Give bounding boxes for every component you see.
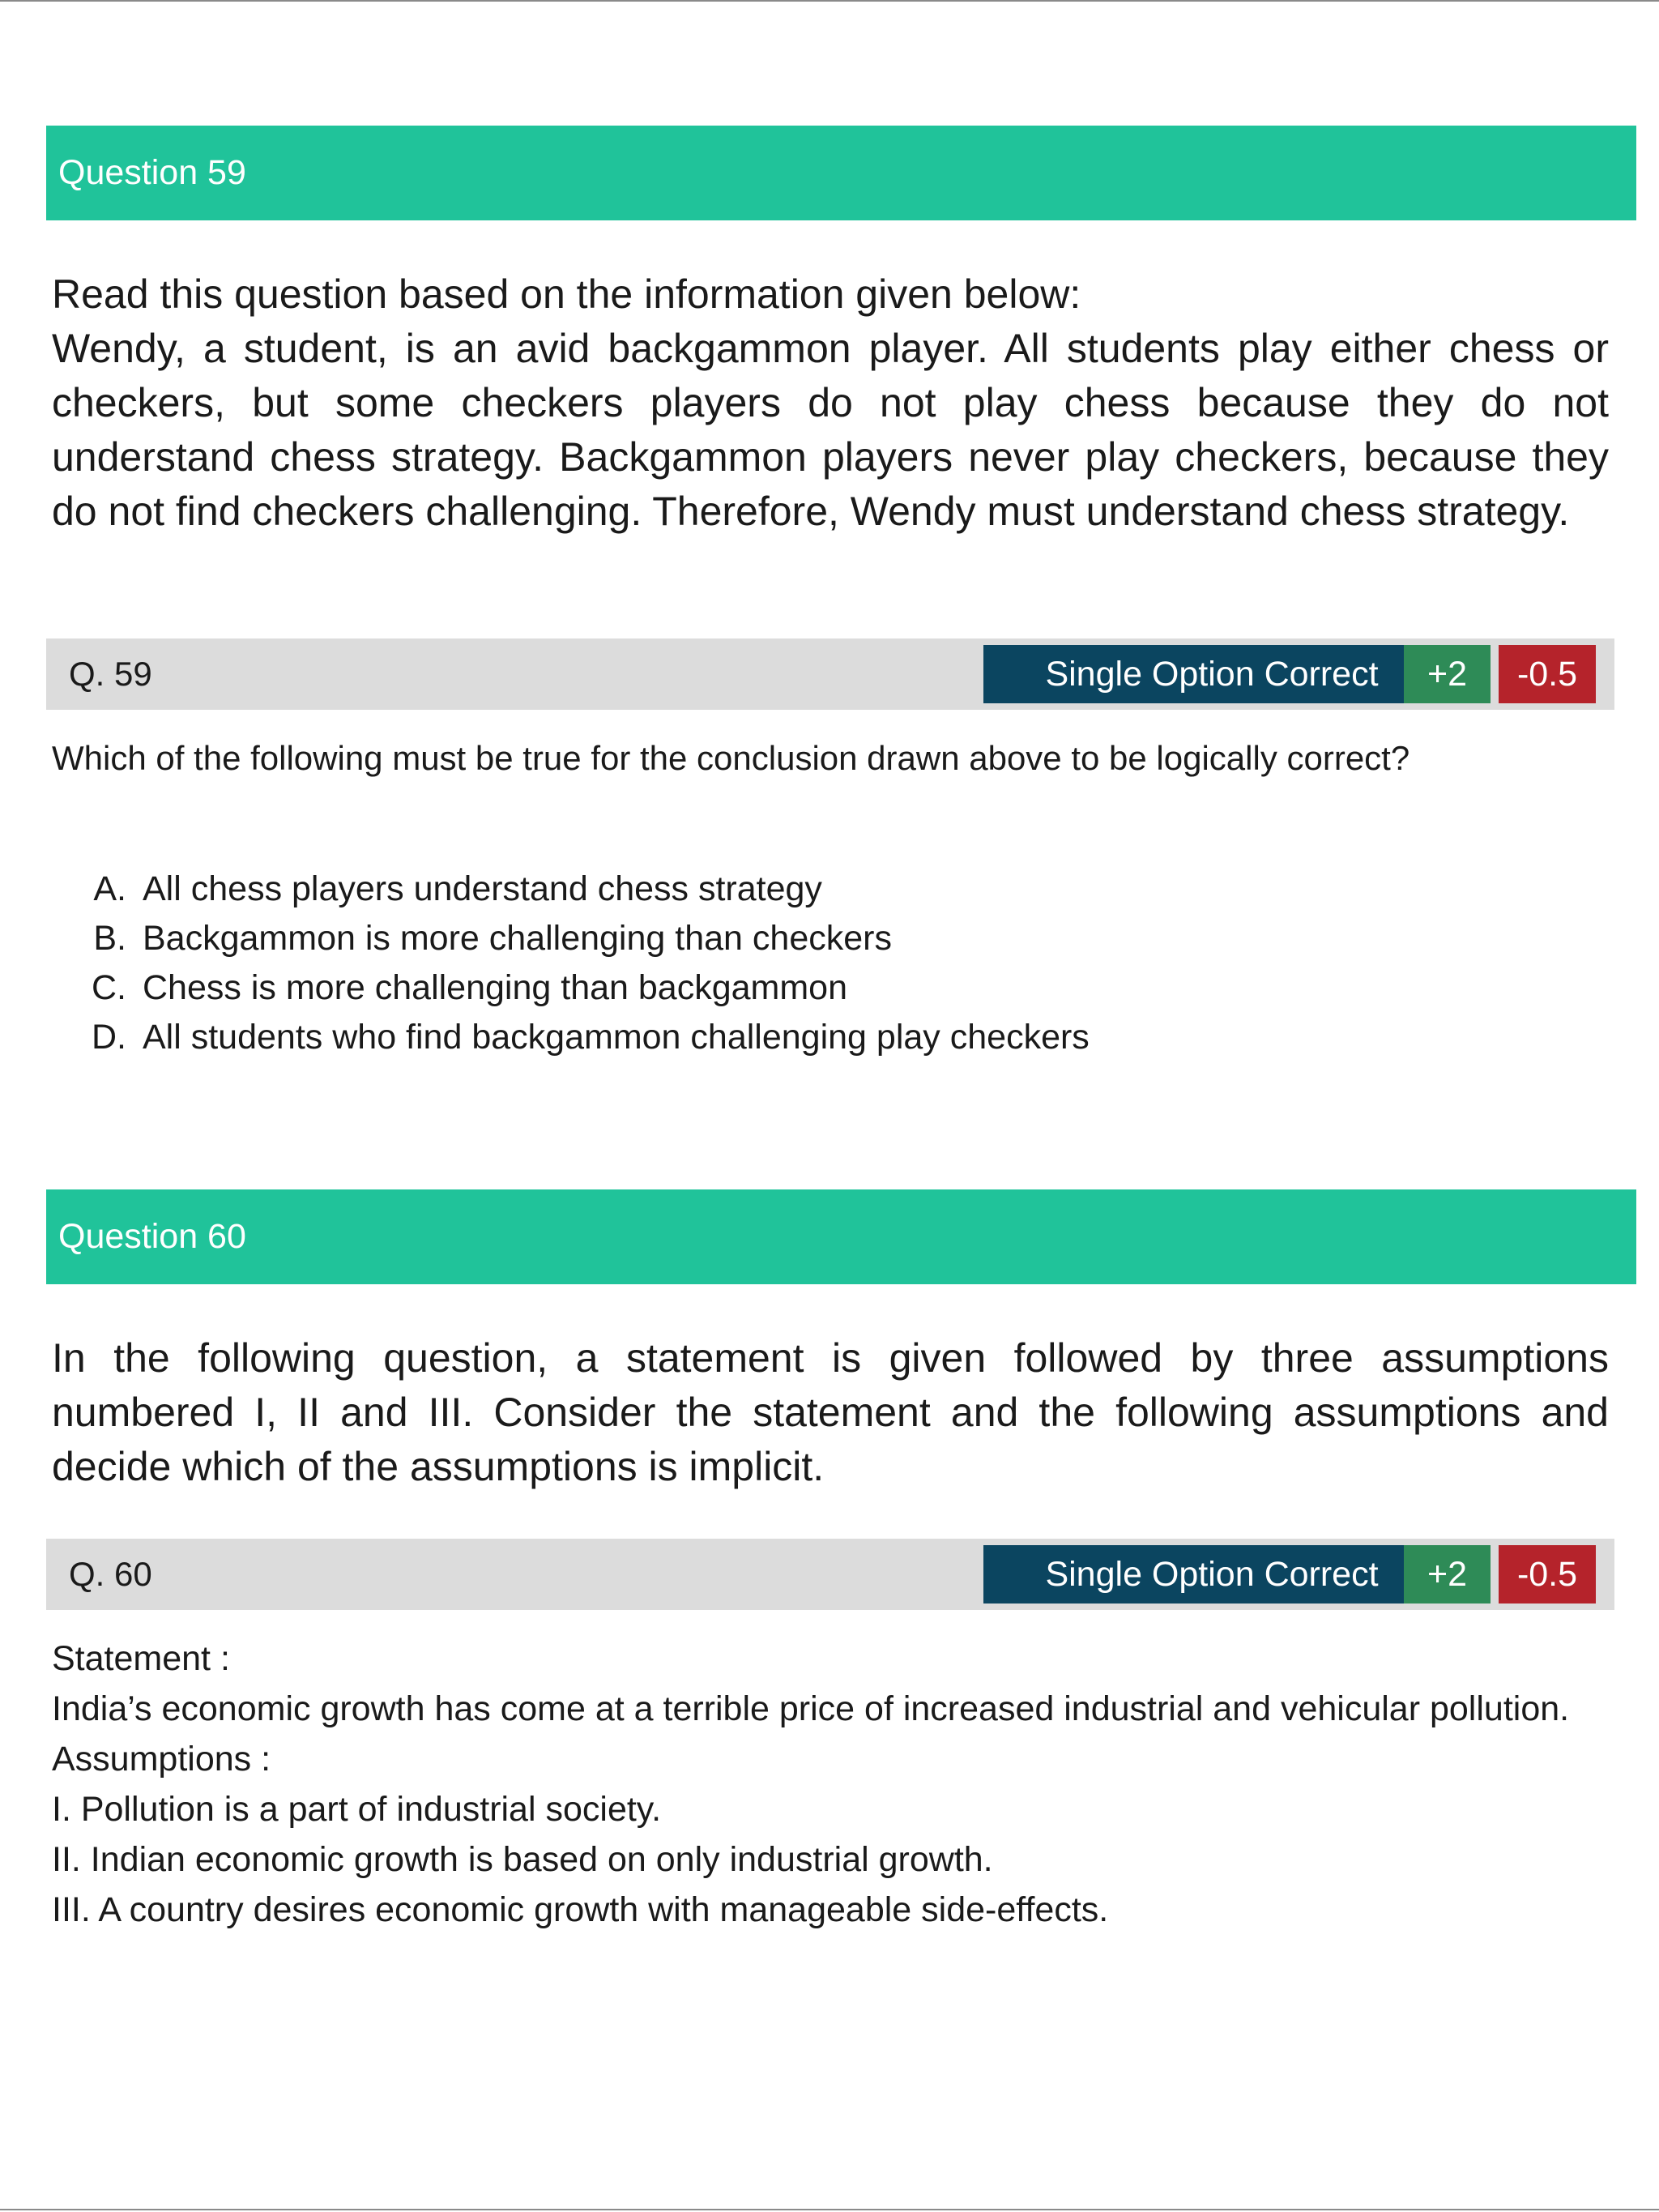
option-a[interactable]: [81, 865, 1539, 914]
question-type-badge: Single Option Correct: [983, 645, 1440, 703]
bottom-border: [0, 2209, 1659, 2210]
option-letter: D.: [92, 1018, 126, 1057]
question-60-header: Question 60: [46, 1189, 1636, 1284]
question-59-prompt: Which of the following must be true for the conclusion drawn above to be logically correct?: [52, 739, 1410, 777]
positive-marks-badge: +2: [1404, 645, 1491, 703]
assumption-3: III. A country desires economic growth with manageable side-effects.: [52, 1890, 1109, 1929]
option-letter: B.: [93, 919, 126, 958]
question-59-passage: [52, 267, 1609, 539]
top-border: [0, 0, 1659, 2]
option-b[interactable]: [81, 914, 1539, 963]
question-type-badge: Single Option Correct: [983, 1545, 1440, 1603]
question-59-header: Question 59: [46, 126, 1636, 220]
passage-intro: Read this question based on the information given below:: [52, 271, 1081, 317]
assumption-2: II. Indian economic growth is based on only industrial growth.: [52, 1840, 993, 1879]
positive-marks-badge: +2: [1404, 1545, 1491, 1603]
question-number: Q. 59: [69, 655, 152, 693]
assumption-1: I. Pollution is a part of industrial society.: [52, 1790, 662, 1829]
option-text: All students who find backgammon challenging play checkers: [143, 1018, 1090, 1057]
option-letter: A.: [93, 869, 126, 908]
option-text: Backgammon is more challenging than checkers: [143, 919, 892, 958]
option-text: All chess players understand chess strategy: [143, 869, 822, 908]
negative-marks-badge: -0.5: [1499, 1545, 1596, 1603]
option-d[interactable]: [81, 1013, 1539, 1062]
assumptions-label: Assumptions :: [52, 1740, 271, 1779]
question-59-options: [81, 865, 1539, 1062]
option-letter: C.: [92, 968, 126, 1007]
question-60-meta-bar: [46, 1539, 1614, 1610]
statement-text: India’s economic growth has come at a terrible price of increased industrial and vehicular pollution.: [52, 1689, 1570, 1728]
question-59-meta-bar: [46, 638, 1614, 710]
question-60-passage: In the following question, a statement is given followed by three assumptions numbered I, II and III. Consider the statement and the following assumptions and decide which of the assumptions is implicit.: [52, 1335, 1609, 1489]
statement-label: Statement :: [52, 1639, 230, 1678]
negative-marks-badge: -0.5: [1499, 645, 1596, 703]
question-number: Q. 60: [69, 1555, 152, 1593]
option-text: Chess is more challenging than backgammon: [143, 968, 848, 1007]
passage-body: Wendy, a student, is an avid backgammon player. All students play either chess or checkers, but some checkers players do not play chess because they do not understand chess strategy. Backgammon players never play checkers, because they do not find checkers challenging. Therefore, Wendy must understand chess strategy.: [52, 326, 1609, 534]
option-c[interactable]: [81, 963, 1539, 1013]
question-60-statement-block: [52, 1633, 1609, 1935]
